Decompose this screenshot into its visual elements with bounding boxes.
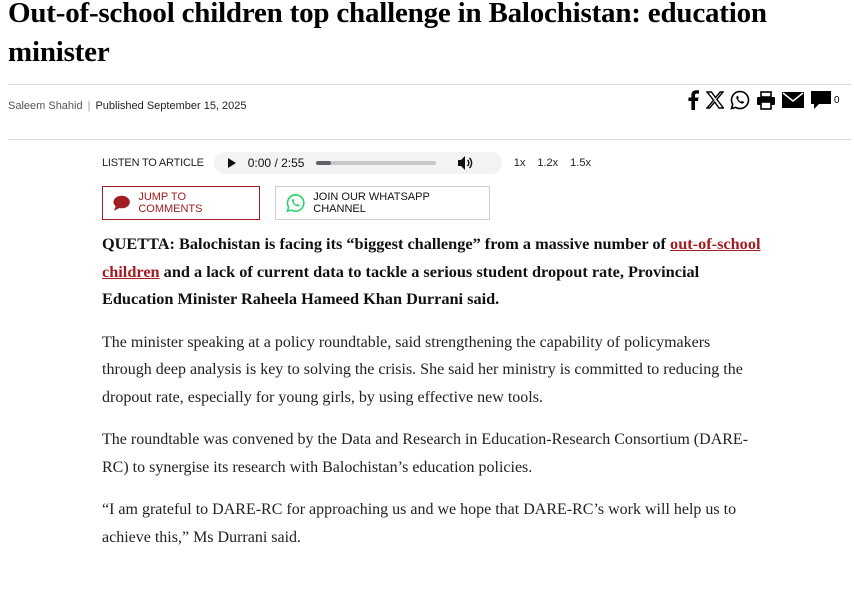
byline [8, 100, 247, 112]
whatsapp-icon [286, 193, 305, 213]
audio-progress-fill [316, 161, 330, 165]
join-whatsapp-channel-button[interactable] [275, 186, 490, 220]
lead-paragraph [102, 230, 762, 313]
audio-time: 0:00 / 2:55 [247, 156, 305, 170]
speed-1x[interactable]: 1x [513, 157, 526, 169]
action-buttons [102, 186, 490, 220]
email-icon[interactable] [782, 92, 804, 108]
divider [8, 84, 851, 85]
body-paragraph: The minister speaking at a policy roundtable, said strengthening the capability of policymakers through deep analysis is key to solving the crisis. She said her ministry is committed to reducing the dropout rate, especially for young girls, by using effective new tools. [102, 333, 743, 406]
print-icon[interactable] [756, 91, 776, 110]
share-bar [686, 90, 840, 110]
article-headline: Out-of-school children top challenge in Balochistan: education minister [8, 0, 767, 68]
x-icon[interactable] [706, 91, 724, 109]
facebook-icon[interactable] [686, 90, 700, 110]
audio-control [214, 152, 502, 174]
jump-to-comments-label: JUMP TO COMMENTS [138, 191, 203, 215]
speed-options [514, 157, 591, 169]
join-whatsapp-label: JOIN OUR WHATSAPP CHANNEL [313, 191, 430, 215]
out-of-school-children-link[interactable]: out-of-school children [102, 234, 761, 281]
comment-count: 0 [834, 94, 840, 106]
lead-text-part2: and a lack of current data to tackle a serious student dropout rate, Provincial Education Minister Raheela Hameed Khan Durrani said. [102, 261, 700, 308]
divider [8, 139, 851, 140]
publish-date: Published September 15, 2025 [95, 100, 247, 112]
byline-separator: | [87, 100, 91, 112]
body-paragraph: The roundtable was convened by the Data and Research in Education-Research Consortium (DARE-RC) to synergise its research with Balochistan’s education policies. [102, 431, 749, 476]
jump-to-comments-button[interactable] [102, 186, 260, 220]
listen-label: LISTEN TO ARTICLE [102, 157, 204, 169]
speed-1-2x[interactable]: 1.2x [537, 157, 559, 169]
audio-progress[interactable] [316, 161, 436, 165]
whatsapp-icon[interactable] [730, 90, 750, 110]
play-icon[interactable] [228, 158, 236, 168]
speed-1-5x[interactable]: 1.5x [570, 157, 591, 169]
comment-icon[interactable] [810, 90, 832, 110]
audio-player [102, 152, 591, 174]
article-body [102, 230, 762, 566]
lead-text-part1: QUETTA: Balochistan is facing its “biggest challenge” from a massive number of [102, 234, 671, 253]
body-paragraph: “I am grateful to DARE-RC for approaching us and we hope that DARE-RC’s work will help us to achieve this,” Ms Durrani said. [102, 501, 737, 546]
volume-icon[interactable] [458, 156, 474, 170]
speech-bubble-icon [113, 195, 130, 211]
author-link[interactable]: Saleem Shahid [8, 100, 83, 112]
